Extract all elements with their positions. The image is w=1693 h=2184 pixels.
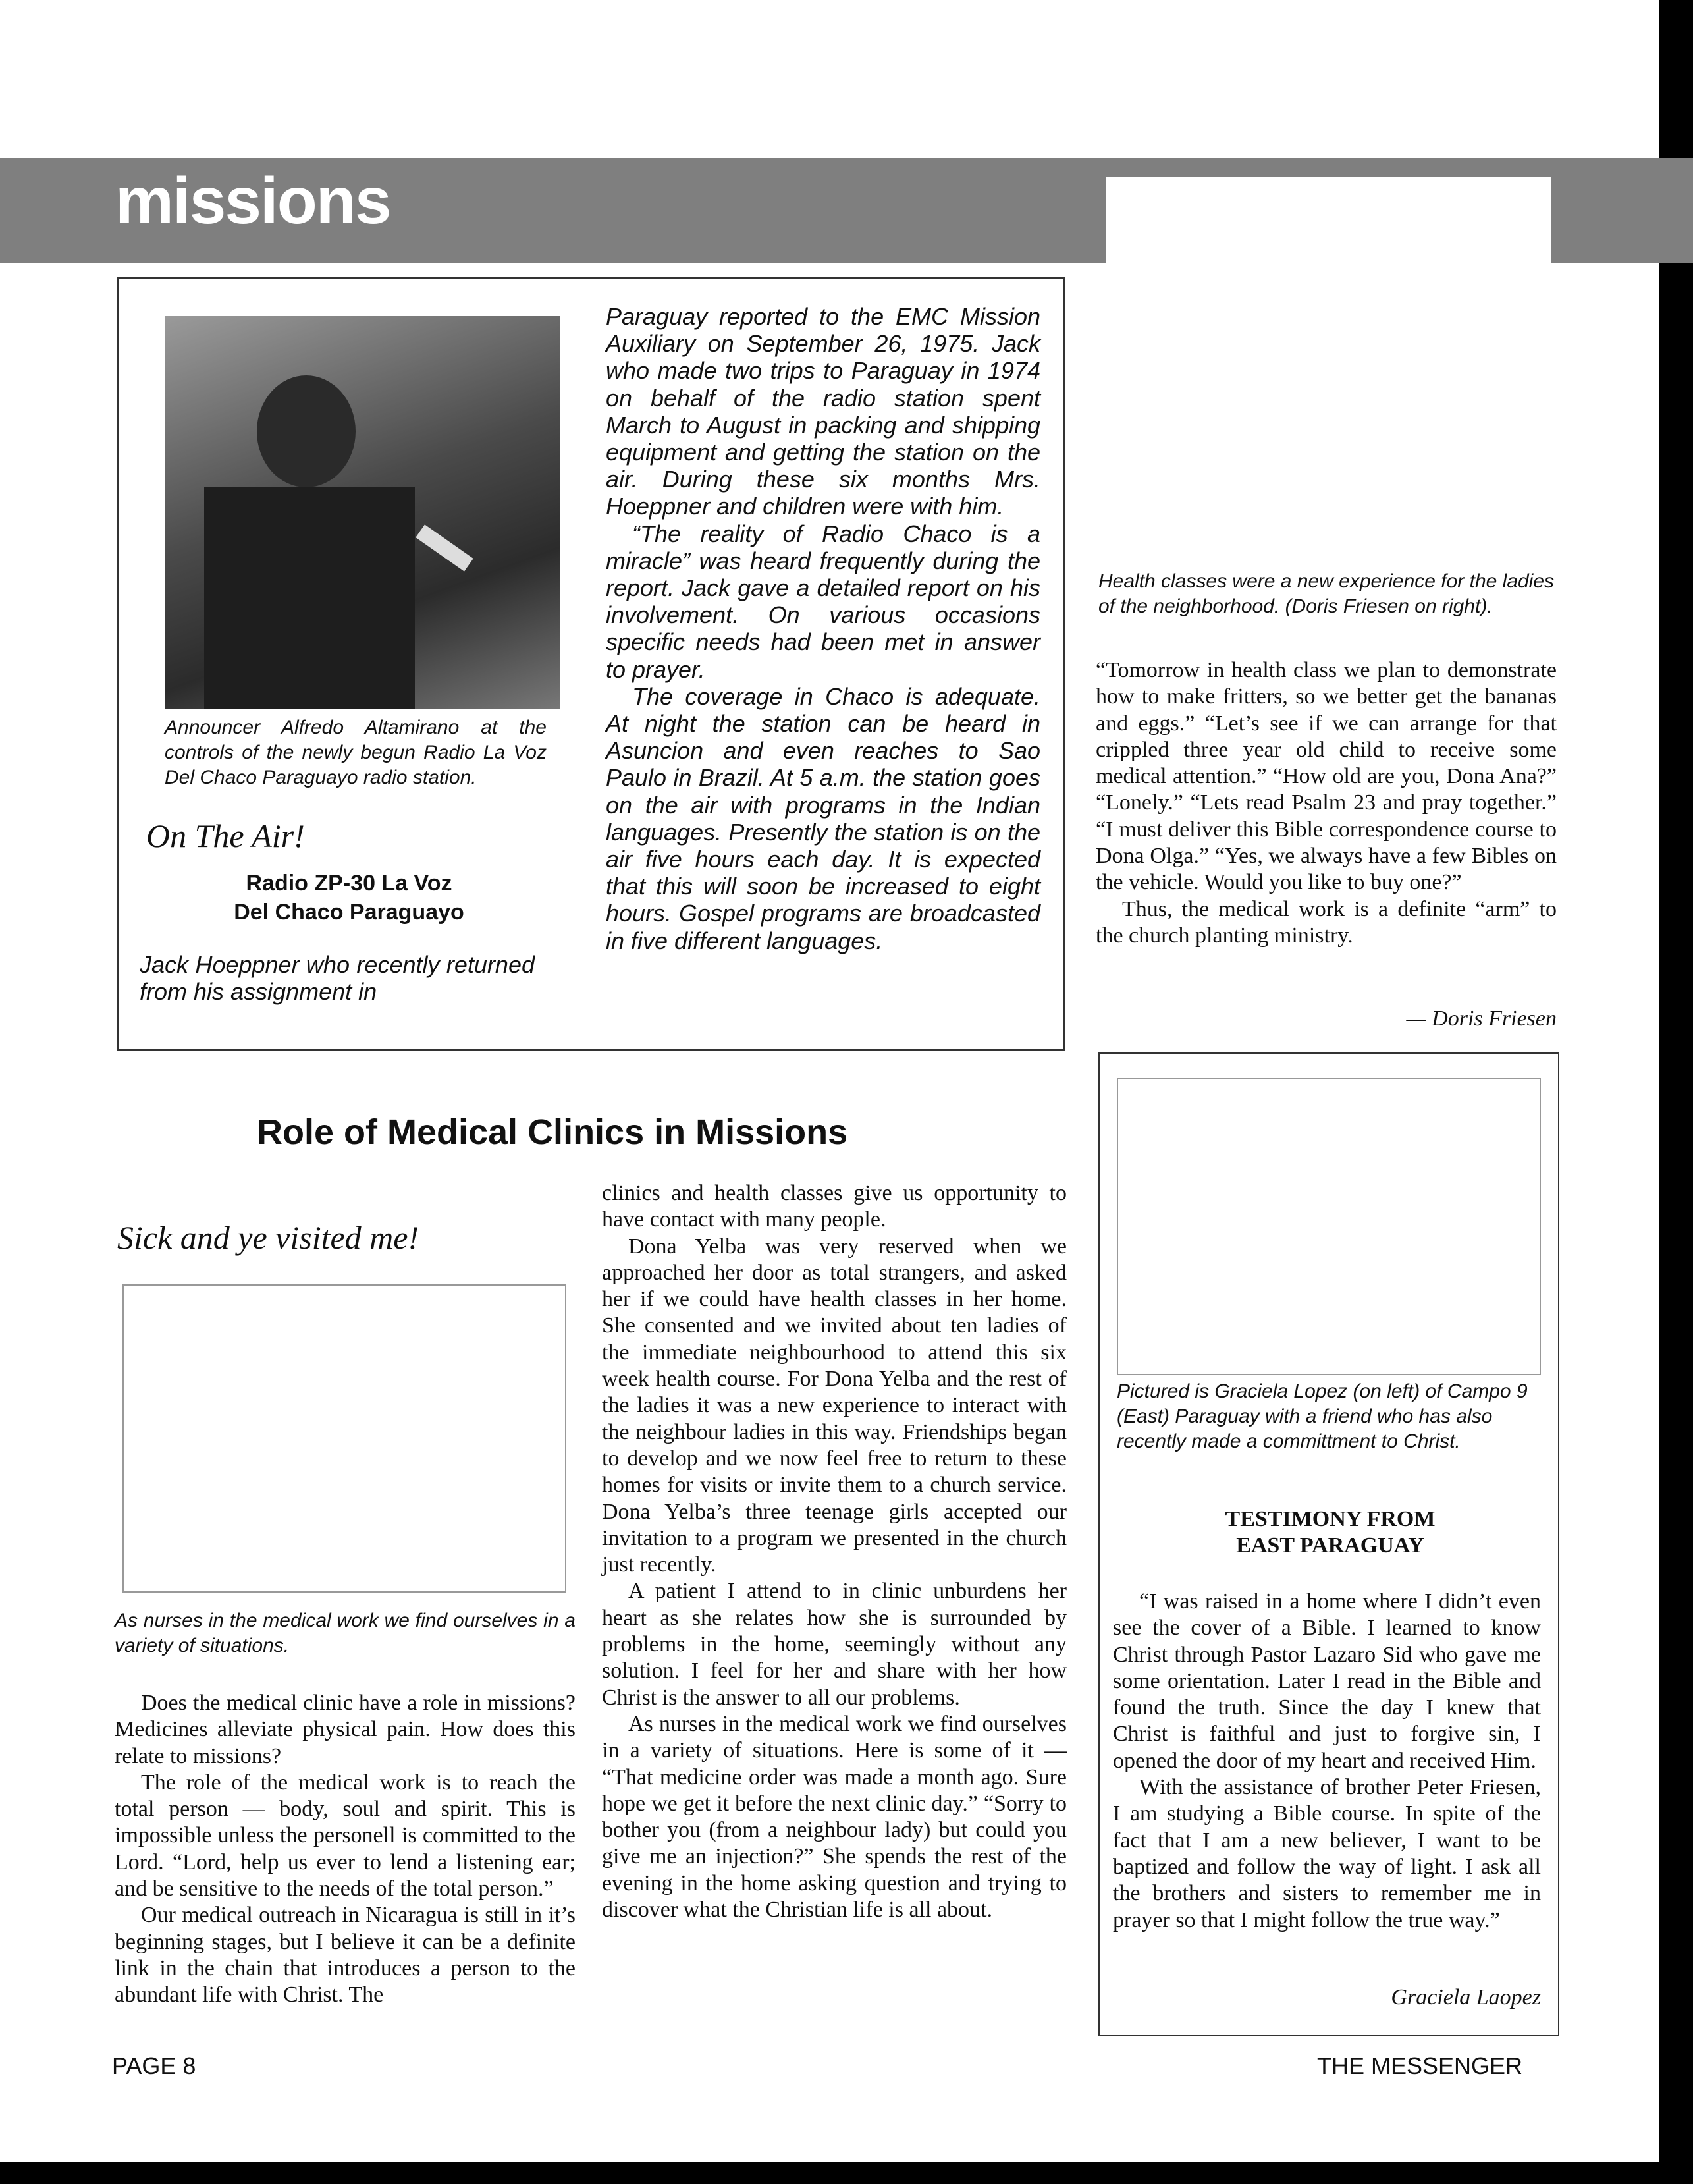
- radio-title-line2: Del Chaco Paraguayo: [234, 900, 464, 925]
- nurses-photo-caption: As nurses in the medical work we find ourselves in a variety of situations.: [115, 1610, 576, 1656]
- announcer-caption: Announcer Alfredo Altamirano at the controls of the newly begun Radio La Voz Del Chaco Paraguayo radio station.: [165, 717, 547, 788]
- clinics-col2-para: As nurses in the medical work we find ourselves in a variety of situations. Here is some of it — “That medicine order was made a month ago. Sure hope we get it before the next clinic day.” “Sorry to bother you (from a neighbour lady) but could you give me an injection?” She spends the rest of the evening in the home asking question and trying to discover what the Christian life is all about.: [602, 1711, 1067, 1923]
- announcer-body: [204, 487, 415, 709]
- radio-body-para: “The reality of Radio Chaco is a miracle” was heard frequently during the report. Jack gave a detailed report on his involvement. On various occasions specific needs had been met in answer to prayer.: [606, 520, 1040, 683]
- publication-name: THE MESSENGER: [1317, 2052, 1523, 2079]
- radio-body-para: Paraguay reported to the EMC Mission Auxiliary on September 26, 1975. Jack who made two trips to Paraguay in 1974 on behalf of the radio station spent March to August in packing and shipping equipment and getting the station on the air. During these six months Mrs. Hoeppner and children were with him.: [606, 303, 1040, 520]
- graciela-photo: [1117, 1078, 1541, 1375]
- clinics-col2: [602, 1180, 1067, 1923]
- clinics-col1: [115, 1690, 576, 2009]
- testimony-para: “I was raised in a home where I didn’t even see the cover of a Bible. I learned to know Christ through Pastor Lazaro Sid who gave me some orientation. Later I read in the Bible and found the truth. Since the day I knew that Christ is faithful and just to forgive sin, I opened the door of my heart and received Him.: [1113, 1589, 1541, 1773]
- radio-title-line1: Radio ZP-30 La Voz: [246, 871, 452, 896]
- testimony-para: With the assistance of brother Peter Friesen, I am studying a Bible course. In spite of the fact that I am a new believer, I want to be baptized and follow the way of light. I ask all the brothers and sisters to remember me in prayer so that I might follow the true way.”: [1113, 1775, 1541, 1932]
- clinics-col2-para: Dona Yelba was very reserved when we approached her door as total strangers, and asked her if we could have health classes in her home. She consented and we invited about ten ladies of the immediate neighbourhood to attend this six week health course. For Dona Yelba and the rest of the ladies it was a new experience to interact with the neighbour ladies in this way. Friendships began to develop and we now feel free to return to these homes for visits or invite them to a church service. Dona Yelba’s three teenage girls accepted our invitation to a program we presented in the church just recently.: [602, 1234, 1067, 1577]
- clinics-headline: Role of Medical Clinics in Missions: [257, 1112, 848, 1152]
- health-body-para: Thus, the medical work is a definite “arm” to the church planting ministry.: [1096, 896, 1557, 948]
- page-edge-bottom: [0, 2162, 1693, 2184]
- health-byline: — Doris Friesen: [1406, 1006, 1557, 1031]
- clinics-col2-para: clinics and health classes give us opportunity to have contact with many people.: [602, 1181, 1067, 1232]
- radio-body-para: The coverage in Chaco is adequate. At night the station can be heard in Asuncion and even reaches to Sao Paulo in Brazil. At 5 a.m. the station goes on the air with programs in the Indian languages. Presently the station is on the air five hours each day. It is expected that this will soon be increased to eight hours. Gospel programs are broadcasted in five different languages.: [606, 682, 1040, 954]
- page-edge-right: [1659, 0, 1693, 2184]
- radio-kicker: On The Air!: [146, 817, 305, 854]
- page-number: PAGE 8: [112, 2052, 196, 2079]
- clinics-col1-para: The role of the medical work is to reach the total person — body, soul and spirit. This is impossible unless the personell is committed to the Lord. “Lord, help us ever to lend a listening ear; and be sensitive to the needs of the total person.”: [115, 1770, 576, 1901]
- graciela-photo-caption: Pictured is Graciela Lopez (on left) of Campo 9 (East) Paraguay with a friend who has also recently made a committment to Christ.: [1117, 1380, 1528, 1452]
- testimony-heading-line2: EAST PARAGUAY: [1236, 1533, 1424, 1558]
- health-class-photo: [1106, 177, 1551, 552]
- radio-intro: Jack Hoeppner who recently returned from his assignment in: [140, 951, 535, 1006]
- announcer-photo: [165, 316, 560, 709]
- testimony-body: [1113, 1589, 1541, 1934]
- clinics-kicker: Sick and ye visited me!: [117, 1219, 419, 1256]
- section-title: missions: [115, 164, 390, 238]
- clinics-col1-para: Our medical outreach in Nicaragua is still in it’s beginning stages, but I believe it can be a definite link in the chain that introduces a person to the abundant life with Christ. The: [115, 1903, 576, 2007]
- health-body: [1096, 657, 1557, 949]
- nurses-photo: [122, 1284, 566, 1593]
- clinics-col2-para: A patient I attend to in clinic unburdens her heart as she relates how she is surrounded by problems in the home, seemingly without any solution. I feel for her and share with her how Christ is the answer to all our problems.: [602, 1579, 1067, 1710]
- microphone-icon: [416, 524, 473, 571]
- health-body-para: “Tomorrow in health class we plan to demonstrate how to make fritters, so we better get the bananas and eggs.” “Let’s see if we can arrange for that crippled three year old child to receive some medical attention.” “How old are you, Dona Ana?” “Lonely.” “Lets read Psalm 23 and pray together.” “I must deliver this Bible correspondence course to Dona Olga.” “Yes, we always have a few Bibles on the vehicle. Would you like to buy one?”: [1096, 658, 1557, 895]
- clinics-col1-para: Does the medical clinic have a role in missions? Medicines alleviate physical pain. How does this relate to missions?: [115, 1691, 576, 1768]
- announcer-head: [257, 375, 356, 487]
- testimony-heading-line1: TESTIMONY FROM: [1225, 1507, 1436, 1531]
- health-photo-caption: Health classes were a new experience for the ladies of the neighborhood. (Doris Friesen on right).: [1098, 570, 1555, 617]
- radio-body: [606, 303, 1040, 954]
- testimony-signature: Graciela Laopez: [1391, 1985, 1541, 2009]
